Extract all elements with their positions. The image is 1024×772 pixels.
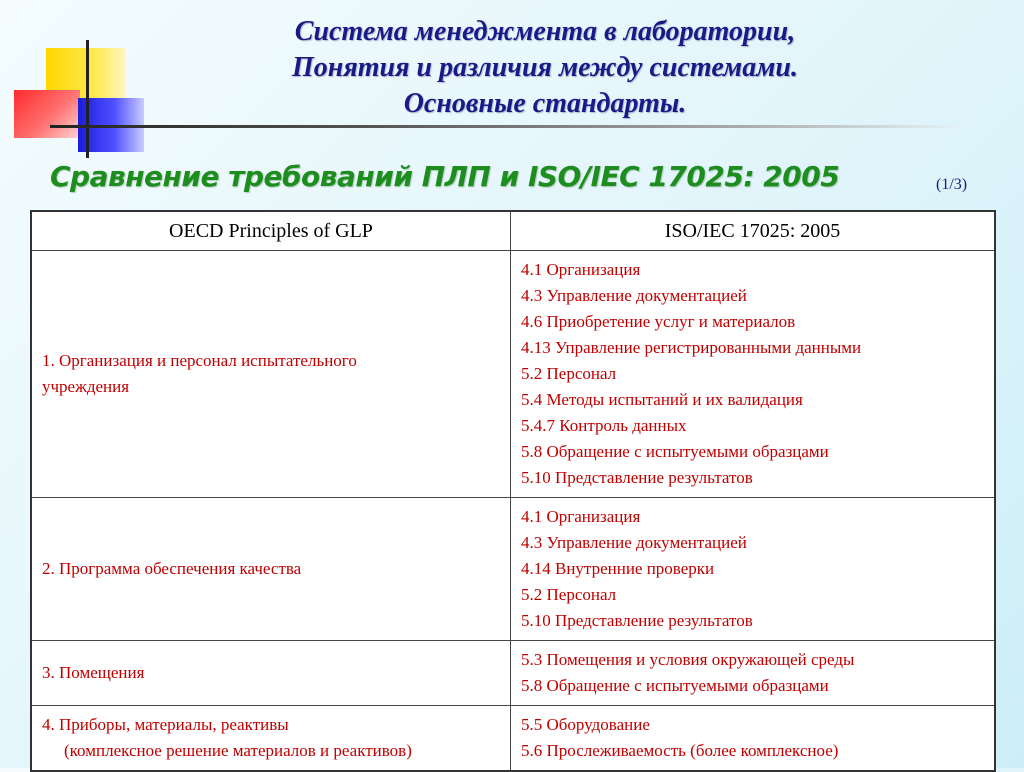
glp-text-note: (комплексное решение материалов и реактивов)	[64, 741, 412, 760]
glp-text: 4. Приборы, материалы, реактивы	[42, 715, 289, 734]
column-header-iso: ISO/IEC 17025: 2005	[511, 211, 996, 251]
slide-title	[180, 14, 910, 122]
glp-cell	[31, 251, 511, 498]
iso-cell	[511, 706, 996, 772]
table-header-row	[31, 211, 995, 251]
glp-cell	[31, 641, 511, 706]
table-row	[31, 498, 995, 641]
iso-item: 4.1 Организация	[521, 507, 641, 526]
title-line: Основные стандарты.	[403, 88, 687, 119]
iso-item: 5.10 Представление результатов	[521, 468, 753, 487]
vertical-divider-line	[86, 40, 89, 158]
decorative-logo	[0, 0, 160, 160]
glp-cell	[31, 706, 511, 772]
table-row	[31, 251, 995, 498]
column-header-glp: OECD Principles of GLP	[31, 211, 511, 251]
iso-item: 5.2 Персонал	[521, 585, 617, 604]
title-line: Понятия и различия между системами.	[292, 52, 798, 83]
iso-item: 5.4.7 Контроль данных	[521, 416, 687, 435]
red-square-shape	[14, 90, 80, 138]
iso-item: 5.8 Обращение с испытуемыми образцами	[521, 442, 829, 461]
iso-cell	[511, 498, 996, 641]
iso-cell	[511, 641, 996, 706]
table-row	[31, 641, 995, 706]
iso-item: 5.10 Представление результатов	[521, 611, 753, 630]
iso-item: 5.2 Персонал	[521, 364, 617, 383]
iso-cell	[511, 251, 996, 498]
comparison-table	[30, 210, 996, 772]
glp-text: учреждения	[42, 377, 130, 396]
glp-cell	[31, 498, 511, 641]
iso-item: 5.5 Оборудование	[521, 715, 650, 734]
table-row	[31, 706, 995, 772]
glp-text: 3. Помещения	[42, 663, 145, 682]
glp-text: 2. Программа обеспечения качества	[42, 559, 302, 578]
iso-item: 4.3 Управление документацией	[521, 533, 747, 552]
iso-item: 5.4 Методы испытаний и их валидация	[521, 390, 803, 409]
iso-item: 4.6 Приобретение услуг и материалов	[521, 312, 796, 331]
title-line: Система менеджмента в лаборатории,	[294, 16, 796, 47]
slide-subtitle: Сравнение требований ПЛП и ISO/IEC 17025: 2005	[50, 160, 840, 193]
iso-item: 4.3 Управление документацией	[521, 286, 747, 305]
iso-item: 4.1 Организация	[521, 260, 641, 279]
page-indicator: (1/3)	[936, 176, 968, 193]
iso-item: 5.3 Помещения и условия окружающей среды	[521, 650, 855, 669]
glp-text: 1. Организация и персонал испытательного	[42, 351, 357, 370]
iso-item: 5.6 Прослеживаемость (более комплексное)	[521, 741, 839, 760]
iso-item: 4.14 Внутренние проверки	[521, 559, 715, 578]
iso-item: 4.13 Управление регистрированными данными	[521, 338, 862, 357]
iso-item: 5.8 Обращение с испытуемыми образцами	[521, 676, 829, 695]
horizontal-divider-line	[50, 125, 970, 128]
